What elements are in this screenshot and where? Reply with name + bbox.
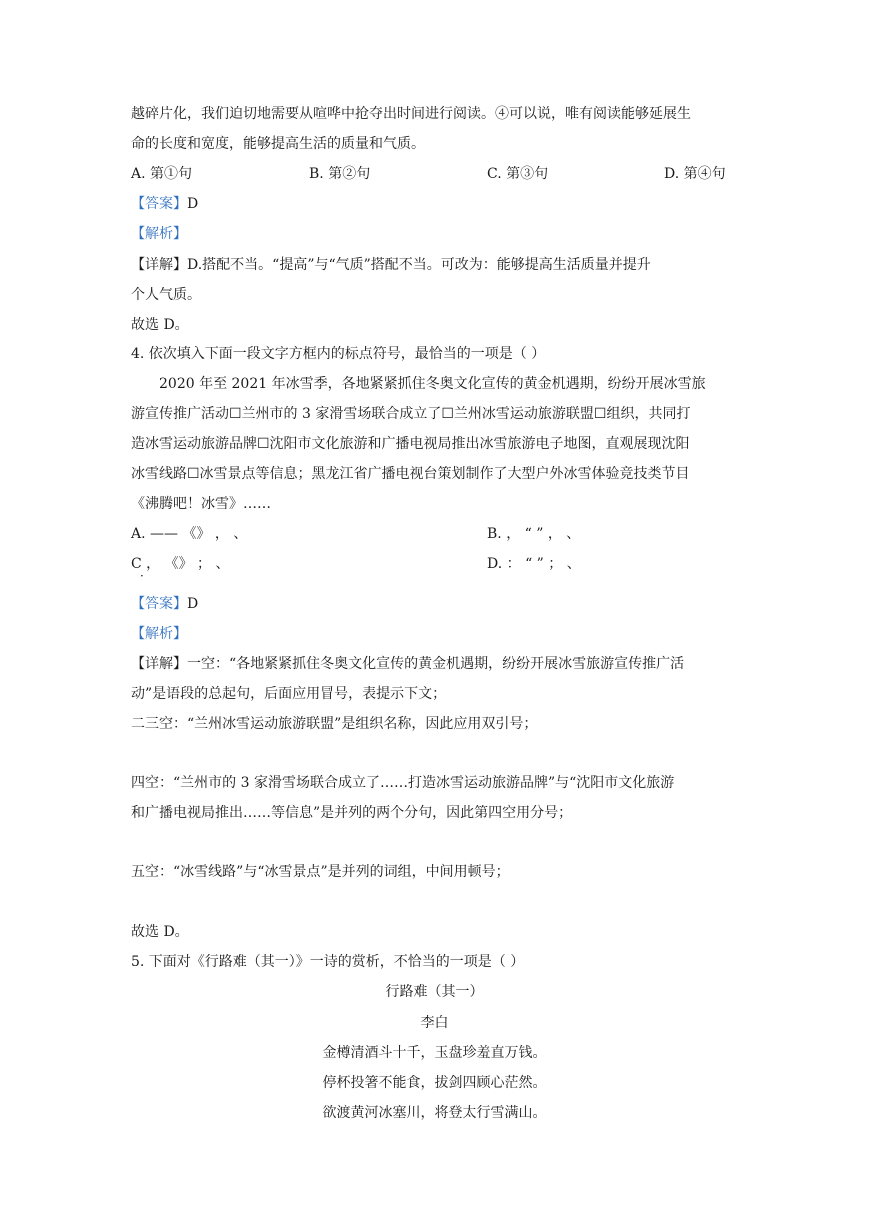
- q3-detail-line-2: 个人气质。: [131, 287, 201, 303]
- detail-tag: 【详解】: [131, 257, 187, 273]
- q3-analysis: [131, 224, 187, 244]
- q4-detail-line-5: 和广播电视局推出……等信息”是并列的两个分句，因此第四空用分号；: [131, 805, 573, 821]
- q3-text-line-1: 越碎片化，我们迫切地需要从喧哗中抢夺出时间进行阅读。④可以说，唯有阅读能够延展生: [131, 106, 691, 122]
- poem-line-2: 停杯投箸不能食，拔剑四顾心茫然。: [322, 1075, 547, 1091]
- q4-option-b: B. ， “ ” ， 、: [487, 526, 581, 542]
- poem-line-3: 欲渡黄河冰塞川，将登太行雪满山。: [322, 1105, 547, 1121]
- q3-conclusion: 故选 D。: [131, 317, 189, 333]
- answer-tag: 【答案】: [131, 596, 187, 612]
- q4-passage-line-1: 2020 年至 2021 年冰雪季，各地紧紧抓住冬奥文化宣传的黄金机遇期，纷纷开展冰雪旅: [159, 376, 706, 392]
- q4-passage-line-2: 游宣传推广活动☐兰州市的 3 家滑雪场联合成立了☐兰州冰雪运动旅游联盟☐组织，共同打: [131, 406, 691, 422]
- q4-analysis: [131, 624, 187, 644]
- emphasis-dot: ·: [140, 569, 144, 583]
- q4-passage-line-3: 造冰雪运动旅游品牌☐沈阳市文化旅游和广播电视局推出冰雪旅游电子地图，直观展现沈阳: [131, 436, 690, 452]
- poem-line-1: 金樽清酒斗十千，玉盘珍羞直万钱。: [322, 1045, 547, 1061]
- q3-option-c: C. 第③句: [487, 166, 549, 182]
- q4-stem: 4. 依次填入下面一段文字方框内的标点符号，最恰当的一项是（ ）: [131, 346, 546, 362]
- q4-detail-line-1: [131, 654, 684, 674]
- analysis-tag: 【解析】: [131, 226, 187, 242]
- q3-option-b: B. 第②句: [309, 166, 371, 182]
- q4-detail-line-3: 二三空：“兰州冰雪运动旅游联盟”是组织名称，因此应用双引号；: [131, 716, 538, 732]
- q4-option-d: D. ： “ ” ； 、: [487, 556, 581, 572]
- q4-passage-line-5: 《沸腾吧！冰雪》……: [131, 496, 271, 512]
- q4-detail-line-2: 动”是语段的总起句，后面应用冒号，表提示下文；: [131, 686, 447, 702]
- q4-option-a: A. —— 《》 ， 、: [131, 526, 248, 542]
- q5-stem: 5. 下面对《行路难（其一）》一诗的赏析，不恰当的一项是（ ）: [131, 954, 525, 970]
- q4-detail-line-6: 五空：“冰雪线路”与“冰雪景点”是并列的词组，中间用顿号；: [131, 864, 510, 880]
- detail-text: 一空：“各地紧紧抓住冬奥文化宣传的黄金机遇期，纷纷开展冰雪旅游宣传推广活: [187, 656, 685, 672]
- q4-passage-line-4: 冰雪线路☐冰雪景点等信息；黑龙江省广播电视台策划制作了大型户外冰雪体验竞技类节目: [131, 466, 690, 482]
- q3-detail-line-1: [131, 255, 651, 275]
- detail-text: D.搭配不当。“提高”与“气质”搭配不当。可改为：能够提高生活质量并提升: [187, 257, 651, 273]
- analysis-tag: 【解析】: [131, 626, 187, 642]
- answer-value: D: [187, 196, 199, 212]
- q4-conclusion: 故选 D。: [131, 924, 189, 940]
- q4-answer: [131, 594, 198, 614]
- q3-option-a: A. 第①句: [131, 166, 193, 182]
- q4-detail-line-4: 四空：“兰州市的 3 家滑雪场联合成立了……打造冰雪运动旅游品牌”与“沈阳市文化旅游: [131, 775, 675, 791]
- poem-title: 行路难（其一）: [385, 984, 484, 1000]
- q3-text-line-2: 命的长度和宽度，能够提高生活的质量和气质。: [131, 136, 425, 152]
- q3-option-d: D. 第④句: [664, 166, 726, 182]
- q4-option-c: C ， 《》 ； 、: [131, 556, 230, 572]
- detail-tag: 【详解】: [131, 656, 187, 672]
- answer-tag: 【答案】: [131, 196, 187, 212]
- poem-author: 李白: [420, 1015, 449, 1031]
- answer-value: D: [187, 596, 199, 612]
- q3-answer: [131, 194, 198, 214]
